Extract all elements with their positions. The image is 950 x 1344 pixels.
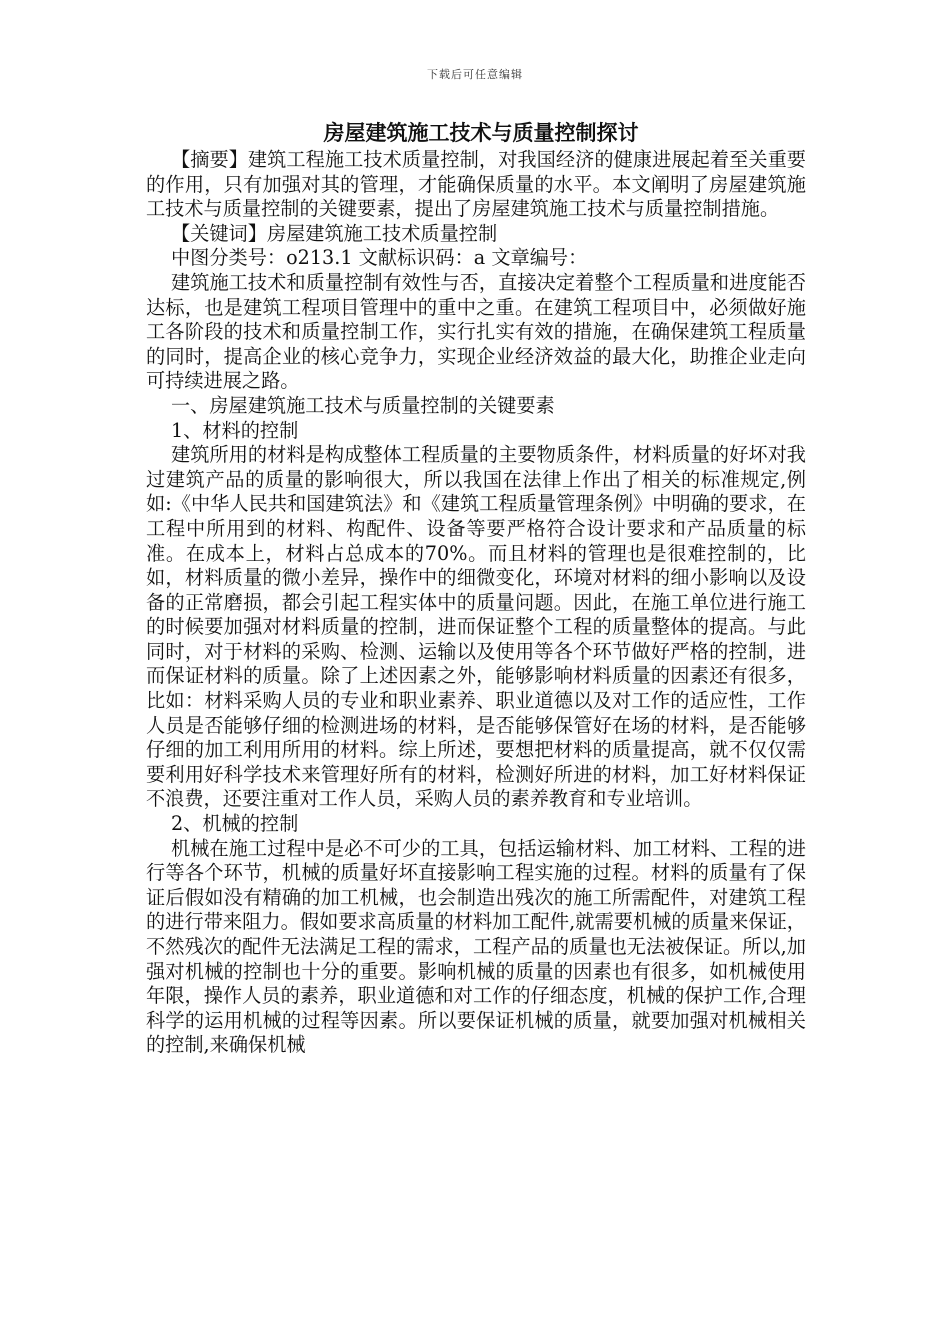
header-note: 下载后可任意编辑 [427,68,523,81]
intro-paragraph: 建筑施工技术和质量控制有效性与否，直接决定着整个工程质量和进度能否达标，也是建筑工程项目管理中的重中之重。在建筑工程项目中，必须做好施工各阶段的技术和质量控制工作，实行扎实有效的措施，在确保建筑工程质量的同时，提高企业的核心竞争力，实现企业经济效益的最大化，助推企业走向可持续进展之路。 [146,270,806,393]
machinery-paragraph: 机械在施工过程中是必不可少的工具，包括运输材料、加工材料、工程的进行等各个环节，机械的质量好坏直接影响工程实施的过程。材料的质量有了保证后假如没有精确的加工机械，也会制造出残次的施工所需配件，对建筑工程的进行带来阻力。假如要求高质量的材料加工配件,就需要机械的质量来保证，不然残次的配件无法满足工程的需求，工程产品的质量也无法被保证。所以,加强对机械的控制也十分的重要。影响机械的质量的因素也有很多，如机械使用年限，操作人员的素养，职业道德和对工作的仔细态度，机械的保护工作,合理科学的运用机械的过程等因素。所以要保证机械的质量，就要加强对机械相关的控制,来确保机械 [146,836,806,1057]
classification-paragraph: 中图分类号：o213.1 文献标识码：a 文章编号： [170,246,588,270]
subsection-heading-machinery: 2、机械的控制 [170,812,299,836]
subsection-heading-materials: 1、材料的控制 [170,418,299,442]
materials-paragraph: 建筑所用的材料是构成整体工程质量的主要物质条件，材料质量的好坏对我过建筑产品的质量的影响很大，所以我国在法律上作出了相关的标准规定,例如:《中华人民共和国建筑法》和《建筑工程质量管理条例》中明确的要求，在工程中所用到的材料、构配件、设备等要严格符合设计要求和产品质量的标准。在成本上，材料占总成本的70%。而且材料的管理也是很难控制的，比如，材料质量的微小差异，操作中的细微变化，环境对材料的细小影响以及设备的正常磨损，都会引起工程实体中的质量问题。因此，在施工单位进行施工的时候要加强对材料质量的控制，进而保证整个工程的质量整体的提高。与此同时，对于材料的采购、检测、运输以及使用等各个环节做好严格的控制，进而保证材料的质量。除了上述因素之外，能够影响材料质量的因素还有很多，比如：材料采购人员的专业和职业素养、职业道德以及对工作的适应性，工作人员是否能够仔细的检测进场的材料，是否能够保管好在场的材料，是否能够仔细的加工利用所用的材料。综上所述，要想把材料的质量提高，就不仅仅需要利用好科学技术来管理好所有的材料，检测好所进的材料，加工好材料保证不浪费，还要注重对工作人员，采购人员的素养教育和专业培训。 [146,443,806,811]
keywords-paragraph: 【关键词】房屋建筑施工技术质量控制 [170,221,498,245]
document-body [146,118,806,1058]
abstract-paragraph: 【摘要】建筑工程施工技术质量控制，对我国经济的健康进展起着至关重要的作用，只有加强对其的管理，才能确保质量的水平。本文阐明了房屋建筑施工技术与质量控制的关键要素，提出了房屋建筑施工技术与质量控制措施。 [146,148,806,221]
document-title: 房屋建筑施工技术与质量控制探讨 [323,120,639,145]
section-heading-1: 一、房屋建筑施工技术与质量控制的关键要素 [170,393,555,417]
